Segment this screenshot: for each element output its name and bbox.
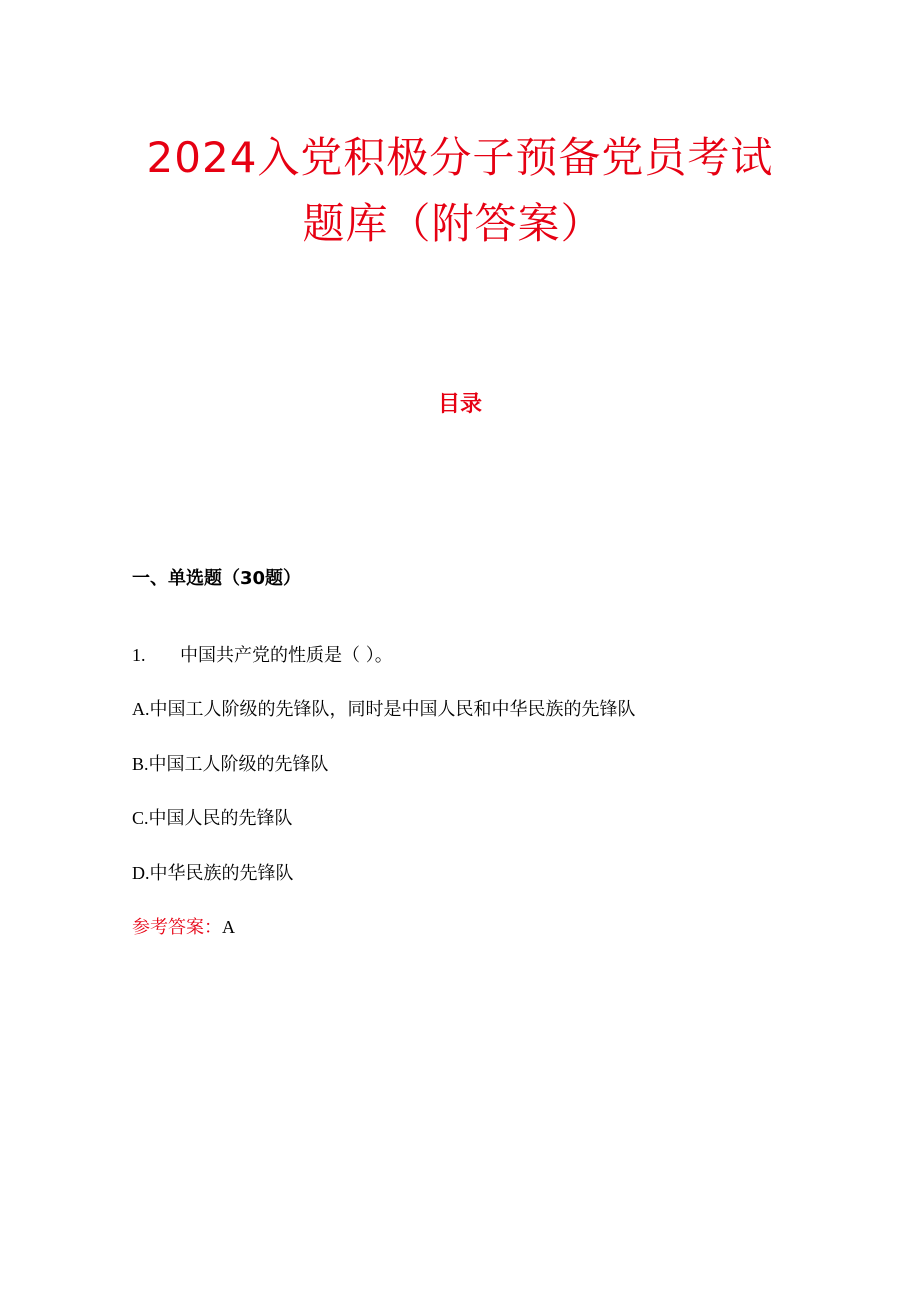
document-title-line-2: 题库（附答案） bbox=[302, 199, 604, 248]
section-heading: 一、单选题（30题） bbox=[132, 568, 302, 589]
reference-answer bbox=[132, 918, 235, 937]
option-text: 中国工人阶级的先锋队 bbox=[148, 754, 329, 775]
option-letter: D. bbox=[132, 863, 150, 883]
question-text: 中国共产党的性质是（ ）。 bbox=[180, 645, 393, 666]
option-letter: C. bbox=[132, 808, 149, 828]
answer-value: A bbox=[222, 917, 235, 937]
option-d bbox=[132, 864, 294, 883]
option-text: 中国工人阶级的先锋队，同时是中国人民和中华民族的先锋队 bbox=[149, 699, 636, 720]
option-letter: B. bbox=[132, 754, 149, 774]
option-letter: A. bbox=[132, 699, 150, 719]
answer-label: 参考答案： bbox=[132, 917, 222, 938]
option-text: 中国人民的先锋队 bbox=[148, 808, 293, 829]
option-b bbox=[132, 755, 329, 774]
document-title-line-1: 2024入党积极分子预备党员考试 bbox=[146, 133, 774, 182]
option-c bbox=[132, 809, 293, 828]
toc-heading: 目录 bbox=[437, 392, 482, 417]
option-a bbox=[132, 700, 636, 719]
option-text: 中华民族的先锋队 bbox=[149, 863, 294, 884]
question-1 bbox=[132, 646, 393, 665]
question-number: 1. bbox=[132, 645, 146, 665]
